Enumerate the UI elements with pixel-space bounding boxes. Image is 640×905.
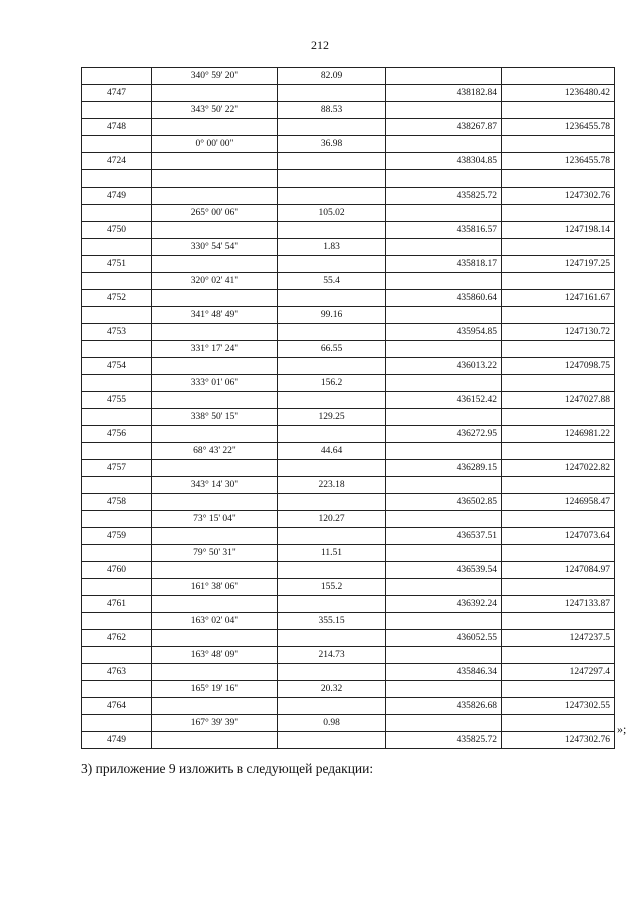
direction-angle-cell (152, 188, 278, 205)
x-coordinate-cell: 436052.55 (386, 630, 502, 647)
point-number-cell: 4764 (82, 698, 152, 715)
x-coordinate-cell: 436152.42 (386, 392, 502, 409)
direction-angle-cell (152, 596, 278, 613)
y-coordinate-cell (502, 375, 615, 392)
direction-angle-cell: 0° 00' 00" (152, 136, 278, 153)
point-number-cell: 4747 (82, 85, 152, 102)
segment-row (82, 545, 615, 562)
segment-length-cell (278, 528, 386, 545)
segment-length-cell: 355.15 (278, 613, 386, 630)
point-row (82, 119, 615, 136)
x-coordinate-cell (386, 647, 502, 664)
x-coordinate-cell: 438267.87 (386, 119, 502, 136)
segment-length-cell (278, 392, 386, 409)
direction-angle-cell (152, 324, 278, 341)
separator-row (82, 170, 615, 188)
y-coordinate-cell: 1247084.97 (502, 562, 615, 579)
segment-length-cell: 156.2 (278, 375, 386, 392)
segment-row (82, 375, 615, 392)
y-coordinate-cell (502, 136, 615, 153)
point-number-cell: 4755 (82, 392, 152, 409)
direction-angle-cell (152, 392, 278, 409)
point-number-cell (82, 715, 152, 732)
segment-row (82, 511, 615, 528)
point-number-cell: 4750 (82, 222, 152, 239)
point-row (82, 596, 615, 613)
point-number-cell (82, 170, 152, 188)
segment-row (82, 239, 615, 256)
y-coordinate-cell: 1247022.82 (502, 460, 615, 477)
direction-angle-cell: 343° 14' 30" (152, 477, 278, 494)
point-row (82, 494, 615, 511)
y-coordinate-cell: 1247302.55 (502, 698, 615, 715)
x-coordinate-cell (386, 136, 502, 153)
y-coordinate-cell: 1247302.76 (502, 188, 615, 205)
segment-length-cell (278, 153, 386, 170)
direction-angle-cell (152, 153, 278, 170)
point-row (82, 460, 615, 477)
segment-length-cell (278, 630, 386, 647)
x-coordinate-cell (386, 375, 502, 392)
segment-length-cell (278, 358, 386, 375)
segment-row (82, 409, 615, 426)
point-number-cell: 4760 (82, 562, 152, 579)
point-number-cell: 4763 (82, 664, 152, 681)
segment-length-cell (278, 170, 386, 188)
x-coordinate-cell: 436289.15 (386, 460, 502, 477)
segment-length-cell (278, 290, 386, 307)
y-coordinate-cell (502, 307, 615, 324)
segment-row (82, 443, 615, 460)
point-number-cell (82, 647, 152, 664)
point-row (82, 256, 615, 273)
x-coordinate-cell (386, 477, 502, 494)
y-coordinate-cell: 1247161.67 (502, 290, 615, 307)
direction-angle-cell: 163° 48' 09" (152, 647, 278, 664)
x-coordinate-cell: 436013.22 (386, 358, 502, 375)
direction-angle-cell (152, 256, 278, 273)
point-number-cell (82, 511, 152, 528)
segment-row (82, 68, 615, 85)
x-coordinate-cell (386, 613, 502, 630)
y-coordinate-cell (502, 681, 615, 698)
point-number-cell (82, 68, 152, 85)
y-coordinate-cell: 1247073.64 (502, 528, 615, 545)
y-coordinate-cell (502, 273, 615, 290)
segment-length-cell: 129.25 (278, 409, 386, 426)
direction-angle-cell: 73° 15' 04" (152, 511, 278, 528)
x-coordinate-cell: 436537.51 (386, 528, 502, 545)
point-row (82, 664, 615, 681)
y-coordinate-cell: 1247197.25 (502, 256, 615, 273)
direction-angle-cell: 161° 38' 06" (152, 579, 278, 596)
y-coordinate-cell (502, 239, 615, 256)
segment-length-cell: 105.02 (278, 205, 386, 222)
x-coordinate-cell (386, 545, 502, 562)
direction-angle-cell: 338° 50' 15" (152, 409, 278, 426)
segment-length-cell (278, 664, 386, 681)
point-row (82, 698, 615, 715)
segment-length-cell: 11.51 (278, 545, 386, 562)
x-coordinate-cell: 436502.85 (386, 494, 502, 511)
point-row (82, 562, 615, 579)
x-coordinate-cell: 435826.68 (386, 698, 502, 715)
segment-row (82, 647, 615, 664)
segment-row (82, 273, 615, 290)
point-row (82, 153, 615, 170)
x-coordinate-cell (386, 68, 502, 85)
point-number-cell: 4754 (82, 358, 152, 375)
y-coordinate-cell: 1236480.42 (502, 85, 615, 102)
point-number-cell: 4762 (82, 630, 152, 647)
direction-angle-cell (152, 698, 278, 715)
y-coordinate-cell (502, 477, 615, 494)
segment-length-cell (278, 324, 386, 341)
segment-length-cell: 214.73 (278, 647, 386, 664)
point-number-cell (82, 443, 152, 460)
segment-row (82, 102, 615, 119)
segment-length-cell (278, 494, 386, 511)
y-coordinate-cell (502, 205, 615, 222)
direction-angle-cell: 68° 43' 22" (152, 443, 278, 460)
direction-angle-cell (152, 528, 278, 545)
segment-length-cell: 120.27 (278, 511, 386, 528)
y-coordinate-cell: 1247302.76 (502, 732, 615, 749)
direction-angle-cell (152, 630, 278, 647)
segment-row (82, 307, 615, 324)
y-coordinate-cell (502, 170, 615, 188)
y-coordinate-cell (502, 443, 615, 460)
point-number-cell (82, 102, 152, 119)
point-number-cell (82, 273, 152, 290)
table-closing-quote: »; (617, 722, 627, 736)
segment-length-cell: 36.98 (278, 136, 386, 153)
segment-length-cell (278, 732, 386, 749)
direction-angle-cell (152, 664, 278, 681)
coordinates-table (81, 67, 615, 749)
segment-length-cell: 223.18 (278, 477, 386, 494)
x-coordinate-cell (386, 681, 502, 698)
direction-angle-cell (152, 119, 278, 136)
point-row (82, 85, 615, 102)
point-number-cell: 4761 (82, 596, 152, 613)
point-row (82, 528, 615, 545)
y-coordinate-cell: 1247198.14 (502, 222, 615, 239)
direction-angle-cell (152, 426, 278, 443)
x-coordinate-cell (386, 715, 502, 732)
direction-angle-cell (152, 222, 278, 239)
point-number-cell (82, 477, 152, 494)
segment-row (82, 715, 615, 732)
direction-angle-cell: 163° 02' 04" (152, 613, 278, 630)
segment-row (82, 136, 615, 153)
segment-length-cell (278, 596, 386, 613)
segment-length-cell: 82.09 (278, 68, 386, 85)
segment-row (82, 613, 615, 630)
segment-length-cell (278, 188, 386, 205)
y-coordinate-cell: 1246981.22 (502, 426, 615, 443)
point-row (82, 222, 615, 239)
direction-angle-cell: 343° 50' 22" (152, 102, 278, 119)
segment-length-cell: 1.83 (278, 239, 386, 256)
point-number-cell: 4756 (82, 426, 152, 443)
y-coordinate-cell (502, 715, 615, 732)
segment-length-cell: 55.4 (278, 273, 386, 290)
x-coordinate-cell: 435816.57 (386, 222, 502, 239)
instruction-paragraph: 3) приложение 9 изложить в следующей редакции: (81, 761, 374, 776)
y-coordinate-cell (502, 613, 615, 630)
y-coordinate-cell: 1247098.75 (502, 358, 615, 375)
point-number-cell (82, 205, 152, 222)
x-coordinate-cell: 435860.64 (386, 290, 502, 307)
segment-length-cell: 66.55 (278, 341, 386, 358)
x-coordinate-cell: 435825.72 (386, 732, 502, 749)
y-coordinate-cell (502, 545, 615, 562)
y-coordinate-cell (502, 68, 615, 85)
point-number-cell: 4758 (82, 494, 152, 511)
direction-angle-cell (152, 290, 278, 307)
point-number-cell: 4724 (82, 153, 152, 170)
direction-angle-cell: 320° 02' 41" (152, 273, 278, 290)
direction-angle-cell: 340° 59' 20" (152, 68, 278, 85)
point-number-cell (82, 375, 152, 392)
x-coordinate-cell (386, 443, 502, 460)
x-coordinate-cell: 435954.85 (386, 324, 502, 341)
point-number-cell: 4759 (82, 528, 152, 545)
y-coordinate-cell (502, 102, 615, 119)
segment-length-cell (278, 562, 386, 579)
point-row (82, 630, 615, 647)
direction-angle-cell (152, 460, 278, 477)
segment-row (82, 681, 615, 698)
point-number-cell (82, 681, 152, 698)
segment-length-cell (278, 460, 386, 477)
segment-length-cell: 44.64 (278, 443, 386, 460)
direction-angle-cell (152, 494, 278, 511)
x-coordinate-cell: 436272.95 (386, 426, 502, 443)
point-number-cell: 4751 (82, 256, 152, 273)
point-number-cell (82, 579, 152, 596)
point-row (82, 290, 615, 307)
x-coordinate-cell: 436392.24 (386, 596, 502, 613)
point-row (82, 188, 615, 205)
point-row (82, 426, 615, 443)
point-number-cell: 4749 (82, 732, 152, 749)
segment-row (82, 205, 615, 222)
y-coordinate-cell (502, 579, 615, 596)
segment-row (82, 579, 615, 596)
x-coordinate-cell (386, 579, 502, 596)
x-coordinate-cell (386, 273, 502, 290)
point-number-cell: 4749 (82, 188, 152, 205)
x-coordinate-cell (386, 307, 502, 324)
point-row (82, 732, 615, 749)
y-coordinate-cell (502, 647, 615, 664)
x-coordinate-cell: 435818.17 (386, 256, 502, 273)
segment-length-cell: 99.16 (278, 307, 386, 324)
segment-length-cell (278, 85, 386, 102)
point-number-cell (82, 341, 152, 358)
direction-angle-cell (152, 358, 278, 375)
direction-angle-cell: 341° 48' 49" (152, 307, 278, 324)
page-number: 212 (311, 38, 329, 52)
direction-angle-cell: 79° 50' 31" (152, 545, 278, 562)
segment-length-cell (278, 222, 386, 239)
direction-angle-cell: 333° 01' 06" (152, 375, 278, 392)
x-coordinate-cell: 436539.54 (386, 562, 502, 579)
x-coordinate-cell (386, 102, 502, 119)
point-number-cell: 4753 (82, 324, 152, 341)
y-coordinate-cell: 1247027.88 (502, 392, 615, 409)
point-number-cell (82, 409, 152, 426)
direction-angle-cell (152, 732, 278, 749)
direction-angle-cell: 331° 17' 24" (152, 341, 278, 358)
direction-angle-cell: 265° 00' 06" (152, 205, 278, 222)
y-coordinate-cell: 1247130.72 (502, 324, 615, 341)
segment-length-cell: 88.53 (278, 102, 386, 119)
segment-length-cell (278, 256, 386, 273)
point-number-cell (82, 136, 152, 153)
segment-row (82, 477, 615, 494)
point-row (82, 324, 615, 341)
point-row (82, 392, 615, 409)
y-coordinate-cell (502, 341, 615, 358)
direction-angle-cell (152, 170, 278, 188)
direction-angle-cell (152, 562, 278, 579)
direction-angle-cell (152, 85, 278, 102)
x-coordinate-cell (386, 511, 502, 528)
direction-angle-cell: 165° 19' 16" (152, 681, 278, 698)
segment-row (82, 341, 615, 358)
point-row (82, 358, 615, 375)
x-coordinate-cell: 435846.34 (386, 664, 502, 681)
y-coordinate-cell: 1247297.4 (502, 664, 615, 681)
direction-angle-cell: 167° 39' 39" (152, 715, 278, 732)
point-number-cell (82, 307, 152, 324)
y-coordinate-cell: 1246958.47 (502, 494, 615, 511)
y-coordinate-cell: 1236455.78 (502, 119, 615, 136)
y-coordinate-cell (502, 409, 615, 426)
y-coordinate-cell: 1247133.87 (502, 596, 615, 613)
y-coordinate-cell (502, 511, 615, 528)
y-coordinate-cell: 1236455.78 (502, 153, 615, 170)
x-coordinate-cell (386, 170, 502, 188)
point-number-cell (82, 545, 152, 562)
x-coordinate-cell (386, 205, 502, 222)
x-coordinate-cell (386, 239, 502, 256)
segment-length-cell (278, 119, 386, 136)
y-coordinate-cell: 1247237.5 (502, 630, 615, 647)
x-coordinate-cell: 438182.84 (386, 85, 502, 102)
x-coordinate-cell: 438304.85 (386, 153, 502, 170)
point-number-cell (82, 613, 152, 630)
direction-angle-cell: 330° 54' 54" (152, 239, 278, 256)
x-coordinate-cell (386, 341, 502, 358)
segment-length-cell: 155.2 (278, 579, 386, 596)
point-number-cell (82, 239, 152, 256)
point-number-cell: 4757 (82, 460, 152, 477)
point-number-cell: 4752 (82, 290, 152, 307)
segment-length-cell: 0.98 (278, 715, 386, 732)
x-coordinate-cell (386, 409, 502, 426)
segment-length-cell (278, 698, 386, 715)
x-coordinate-cell: 435825.72 (386, 188, 502, 205)
point-number-cell: 4748 (82, 119, 152, 136)
segment-length-cell: 20.32 (278, 681, 386, 698)
segment-length-cell (278, 426, 386, 443)
